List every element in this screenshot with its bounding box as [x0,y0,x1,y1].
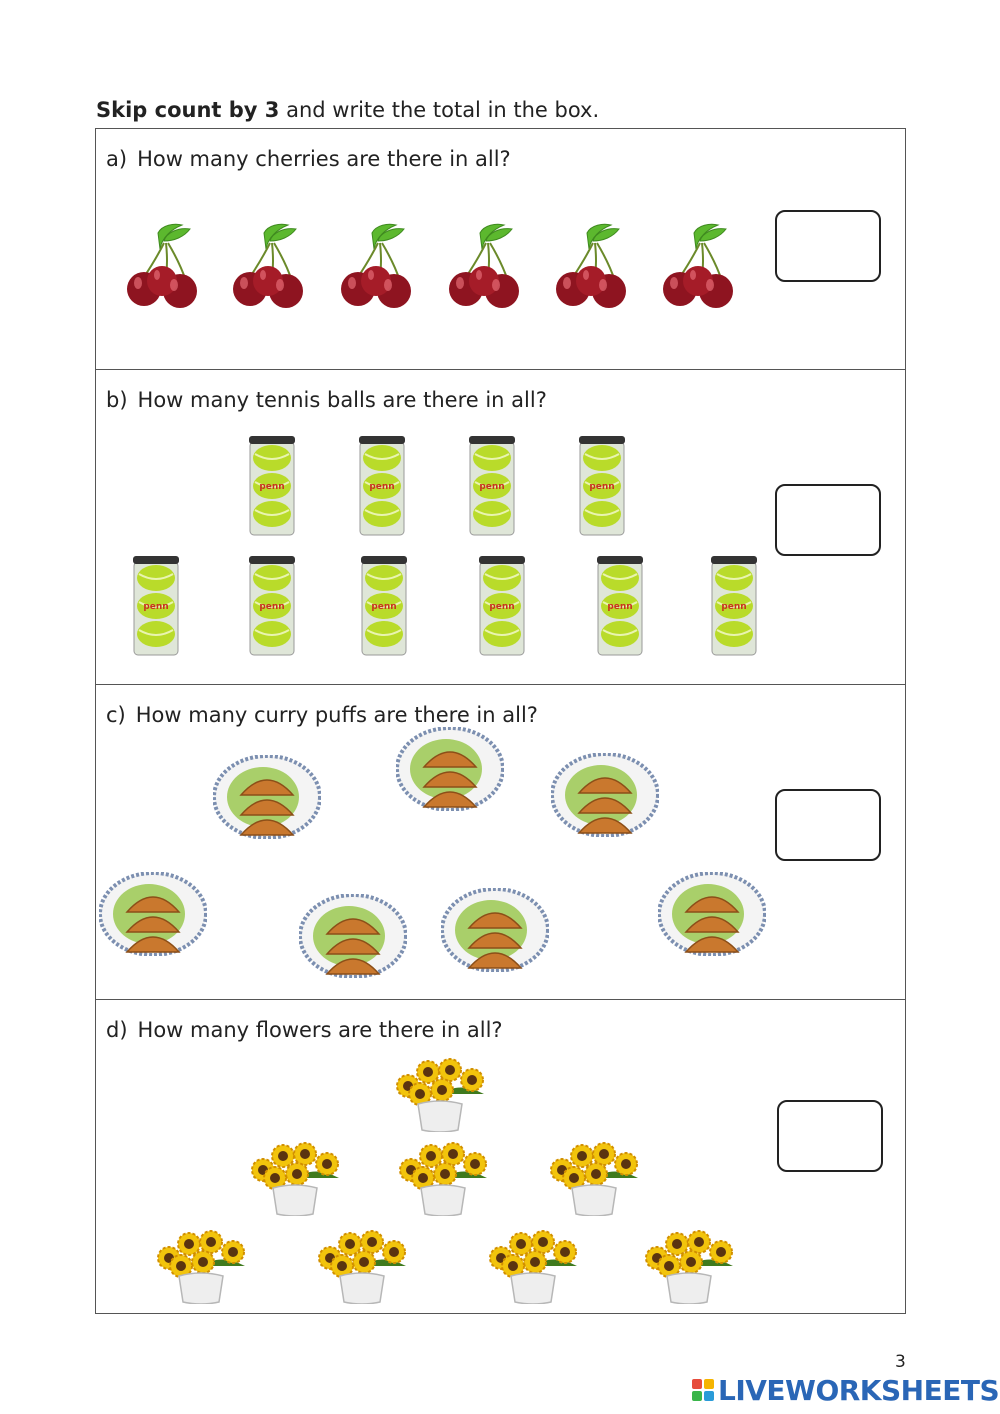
svg-text:penn: penn [589,482,615,492]
question-a-text: a) How many cherries are there in all? [106,147,511,171]
tennis-ball-can-icon [469,436,515,540]
sunflower-vase-icon [388,1050,492,1136]
sunflower-vase-icon [481,1222,585,1308]
logo-blocks-icon [692,1379,714,1401]
instruction-bold: Skip count by 3 [96,98,280,122]
tennis-ball-can-icon [479,556,525,660]
cherry-icon [226,219,312,319]
question-d-section [96,1000,905,1315]
tennis-ball-can-icon [359,436,405,540]
sunflower-vase-icon [391,1134,495,1220]
question-c-section [96,685,905,1000]
curry-puff-plate-icon [658,872,766,960]
curry-puff-plate-icon [213,755,321,843]
curry-puff-plate-icon [396,727,504,815]
curry-puff-plate-icon [441,888,549,976]
tennis-ball-can-icon [133,556,179,660]
svg-text:penn: penn [489,602,515,612]
svg-text:penn: penn [371,602,397,612]
tennis-ball-can-icon [711,556,757,660]
page-number: 3 [895,1352,906,1372]
answer-box-a[interactable] [775,210,881,282]
sunflower-vase-icon [243,1134,347,1220]
question-b-text: b) How many tennis balls are there in all? [106,388,547,412]
question-b-section [96,370,905,685]
sunflower-vase-icon [310,1222,414,1308]
liveworksheets-logo [692,1374,999,1406]
cherry-icon [656,219,742,319]
answer-box-d[interactable] [777,1100,883,1172]
svg-text:penn: penn [143,602,169,612]
cherry-icon [549,219,635,319]
cherry-icon [120,219,206,319]
worksheet [95,128,906,1314]
question-d-text: d) How many flowers are there in all? [106,1018,503,1042]
svg-text:penn: penn [259,482,285,492]
curry-puff-plate-icon [99,872,207,960]
logo-wordmark: LIVEWORKSHEETS [718,1373,1000,1407]
tennis-ball-can-icon [361,556,407,660]
question-a-section [96,129,905,370]
tennis-ball-can-icon [579,436,625,540]
instruction-rest: and write the total in the box. [279,98,600,122]
tennis-ball-can-icon [249,556,295,660]
cherry-icon [442,219,528,319]
svg-text:penn: penn [259,602,285,612]
curry-puff-plate-icon [299,894,407,982]
answer-box-c[interactable] [775,789,881,861]
answer-box-b[interactable] [775,484,881,556]
cherry-icon [334,219,420,319]
question-c-text: c) How many curry puffs are there in all? [106,703,538,727]
sunflower-vase-icon [542,1134,646,1220]
sunflower-vase-icon [149,1222,253,1308]
tennis-ball-can-icon [597,556,643,660]
svg-text:penn: penn [721,602,747,612]
svg-text:penn: penn [479,482,505,492]
tennis-ball-can-icon [249,436,295,540]
curry-puff-plate-icon [551,753,659,841]
instruction [96,96,599,124]
sunflower-vase-icon [637,1222,741,1308]
svg-text:penn: penn [369,482,395,492]
svg-text:penn: penn [607,602,633,612]
